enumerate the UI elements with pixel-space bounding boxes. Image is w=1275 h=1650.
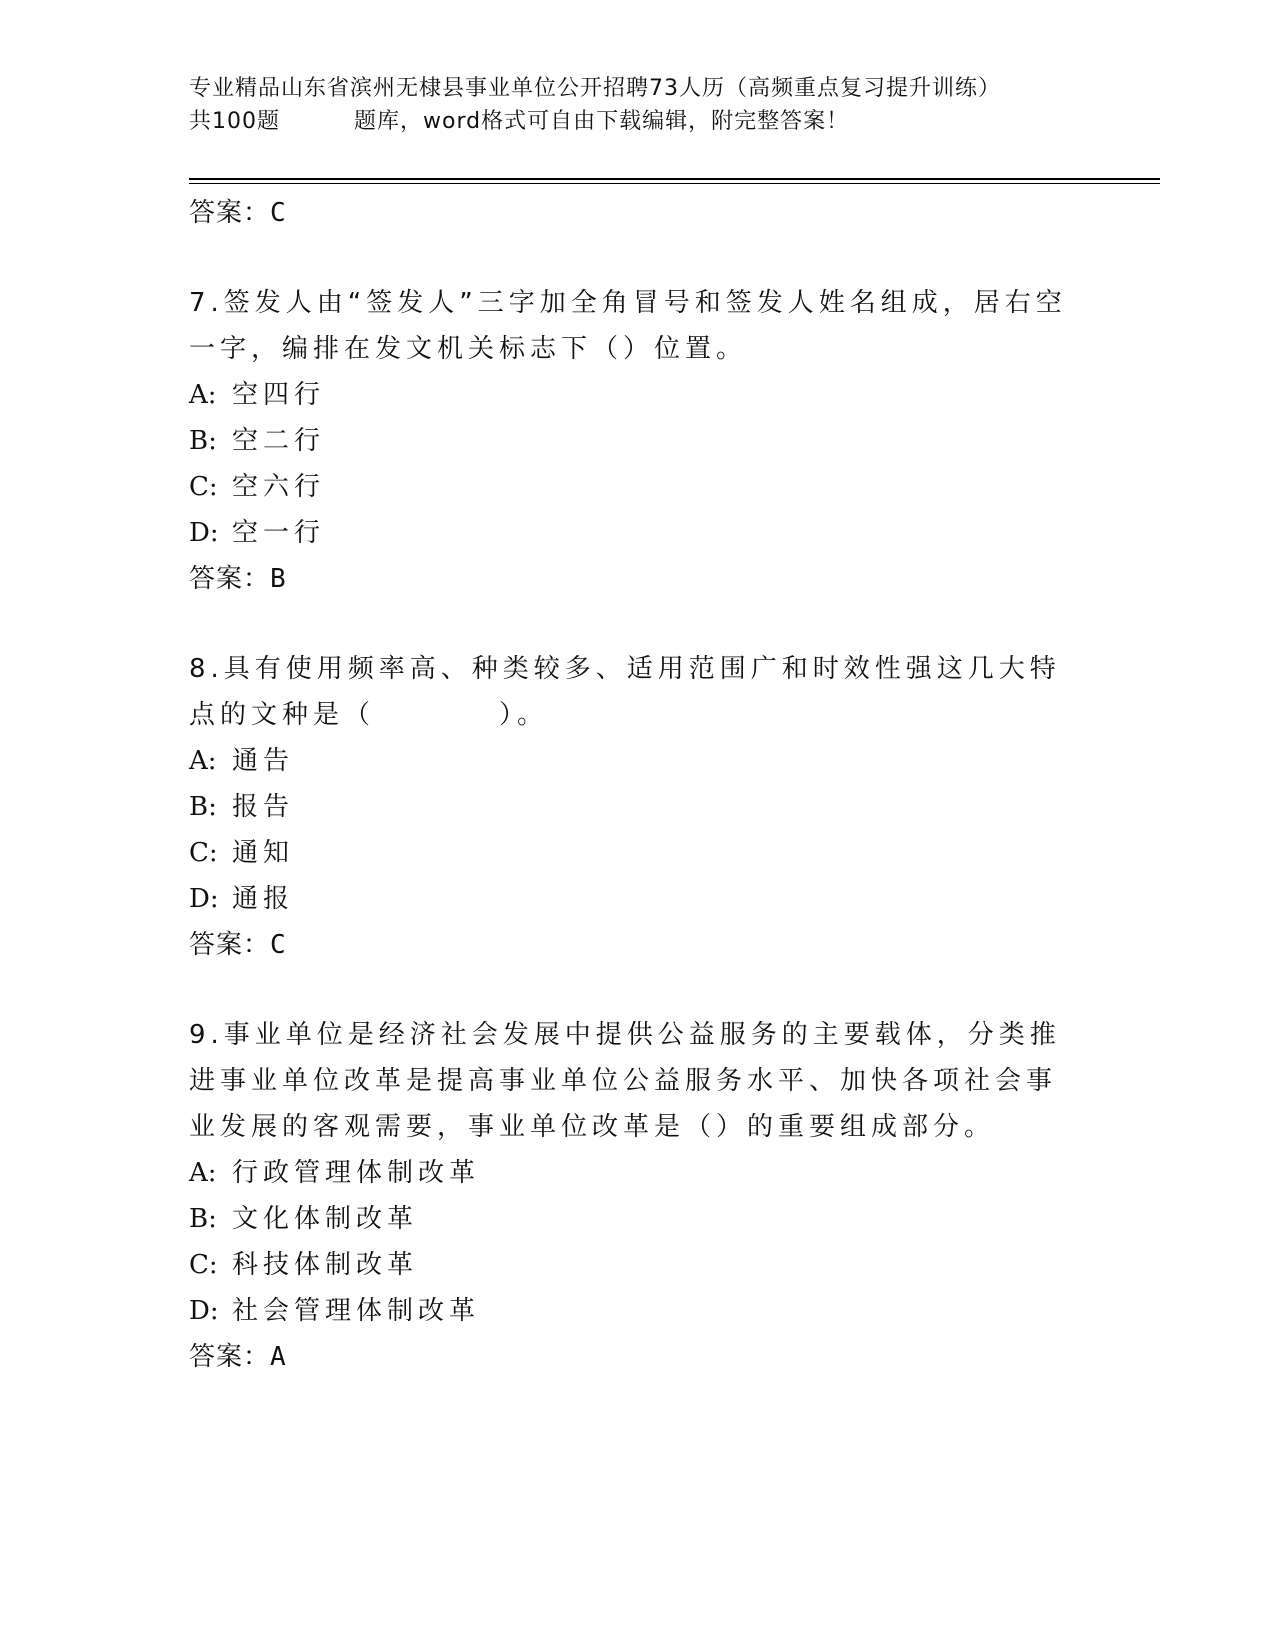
- option-c: [189, 1242, 1069, 1288]
- option-text: 空一行: [232, 518, 326, 548]
- option-text: 科技体制改革: [232, 1250, 419, 1280]
- option-d: [189, 876, 1069, 922]
- answer-label: 答案：: [189, 1342, 271, 1372]
- option-key: D:: [189, 1296, 219, 1326]
- document-header: [189, 72, 1089, 138]
- header-divider-thick: [189, 178, 1160, 180]
- question-stem: 8.具有使用频率高、种类较多、适用范围广和时效性强这几大特点的文种是（ ）。: [189, 654, 1061, 730]
- header-subtitle-line: [189, 105, 1089, 138]
- question-stem: 7.签发人由“签发人”三字加全角冒号和签发人姓名组成，居右空一字，编排在发文机关标志下（）位置。: [189, 288, 1067, 364]
- option-key: C:: [189, 838, 218, 868]
- answer-line: [189, 1334, 1069, 1380]
- option-d: [189, 1288, 1069, 1334]
- option-c: [189, 464, 1069, 510]
- option-key: D:: [189, 518, 219, 548]
- answer-value: B: [270, 564, 287, 594]
- document-body: [189, 190, 1069, 1380]
- option-key: B:: [189, 1204, 217, 1234]
- header-title-line: 专业精品山东省滨州无棣县事业单位公开招聘73人历（高频重点复习提升训练）: [189, 76, 1001, 101]
- option-b: [189, 784, 1069, 830]
- option-d: [189, 510, 1069, 556]
- option-key: A:: [189, 1158, 217, 1188]
- option-c: [189, 830, 1069, 876]
- answer-label: 答案：: [189, 930, 271, 960]
- option-text: 文化体制改革: [232, 1204, 419, 1234]
- option-key: A:: [189, 380, 217, 410]
- option-text: 行政管理体制改革: [232, 1158, 481, 1188]
- option-b: [189, 1196, 1069, 1242]
- header-question-count: 共100题: [189, 109, 280, 134]
- option-text: 通知: [232, 838, 295, 868]
- option-text: 空二行: [232, 426, 326, 456]
- option-text: 通报: [232, 884, 295, 914]
- option-text: 社会管理体制改革: [232, 1296, 481, 1326]
- option-key: C:: [189, 1250, 218, 1280]
- answer-value: A: [270, 1342, 287, 1372]
- header-divider-thin: [189, 183, 1160, 184]
- option-b: [189, 418, 1069, 464]
- question-stem: 9.事业单位是经济社会发展中提供公益服务的主要载体，分类推进事业单位改革是提高事业单位公益服务水平、加快各项社会事业发展的客观需要，事业单位改革是（）的重要组成部分。: [189, 1020, 1061, 1142]
- header-format-note: 题库，word格式可自由下载编辑，附完整答案！: [354, 109, 850, 134]
- option-key: A:: [189, 746, 217, 776]
- answer-line: [189, 556, 1069, 602]
- answer-label: 答案：: [189, 564, 271, 594]
- answer-value: C: [270, 930, 287, 960]
- option-key: C:: [189, 472, 218, 502]
- answer-line: [189, 922, 1069, 968]
- option-key: B:: [189, 426, 217, 456]
- option-key: D:: [189, 884, 219, 914]
- option-a: [189, 372, 1069, 418]
- option-a: [189, 738, 1069, 784]
- option-text: 报告: [232, 792, 295, 822]
- option-a: [189, 1150, 1069, 1196]
- answer-line: [189, 190, 1069, 236]
- option-text: 空六行: [232, 472, 326, 502]
- option-key: B:: [189, 792, 217, 822]
- option-text: 通告: [232, 746, 295, 776]
- answer-label: 答案：: [189, 198, 271, 228]
- option-text: 空四行: [232, 380, 326, 410]
- answer-value: C: [270, 198, 287, 228]
